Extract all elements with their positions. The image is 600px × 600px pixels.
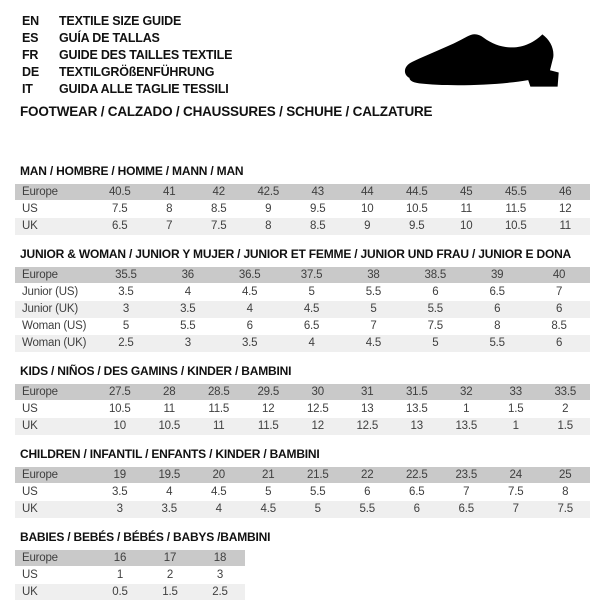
row-label: Europe [22,552,58,564]
language-code: EN [22,14,39,28]
table-row [15,301,590,318]
size-cell: 31.5 [405,386,428,398]
size-cell: 6.5 [458,503,474,515]
size-cell: 5.5 [365,286,382,298]
size-cell: 5.5 [310,486,326,498]
size-cell: 3.5 [112,486,128,498]
size-cell: 33 [509,386,522,398]
size-cell: 11 [460,203,473,215]
size-table [15,384,590,435]
size-cell: 5.5 [359,503,375,515]
table-row [15,384,590,401]
size-cell: 4.5 [365,337,382,349]
size-cell: 35.5 [115,269,137,281]
dress-shoe-icon [398,30,568,96]
language-label: GUIDE DES TAILLES TEXTILE [59,48,233,62]
size-cell: 19.5 [158,469,181,481]
row-label: Europe [22,186,58,198]
language-code: ES [22,31,39,45]
size-cell: 10.5 [504,220,527,232]
row-label: Europe [22,469,58,481]
size-cell: 10 [460,220,473,232]
size-cell: 21 [262,469,275,481]
table-row [15,584,245,600]
row-label: Europe [22,269,58,281]
size-cell: 19 [113,469,126,481]
size-cell: 8 [166,203,173,215]
table-title: JUNIOR & WOMAN / JUNIOR Y MUJER / JUNIOR ET FEMME / JUNIOR UND FRAU / JUNIOR E DONA [20,247,572,261]
size-cell: 11.5 [505,203,527,215]
size-cell: 6 [555,337,563,349]
size-cell: 5 [314,503,321,515]
size-cell: 2.5 [118,337,134,349]
size-cell: 42.5 [257,186,280,198]
language-row [22,47,232,64]
size-cell: 13.5 [405,403,428,415]
size-table-section [15,164,590,235]
size-cell: 7.5 [427,320,443,332]
size-cell: 4 [308,337,315,349]
size-cell: 3.5 [161,503,177,515]
size-cell: 5 [370,303,377,315]
tables [15,164,590,600]
size-cell: 45.5 [504,186,527,198]
size-cell: 10.5 [108,403,131,415]
size-cell: 22.5 [405,469,428,481]
size-cell: 22 [361,469,374,481]
row-label: US [22,203,38,215]
size-cell: 45 [460,186,473,198]
table-row [15,550,245,567]
size-cell: 43 [311,186,324,198]
size-cell: 13.5 [455,420,478,432]
size-cell: 7 [512,503,519,515]
size-cell: 6 [246,320,253,332]
size-cell: 39 [490,269,504,281]
size-cell: 4 [166,486,173,498]
size-cell: 4.5 [211,486,227,498]
size-cell: 6.5 [303,320,320,332]
size-cell: 3 [116,503,123,515]
size-cell: 6.5 [112,220,128,232]
size-cell: 28.5 [207,386,230,398]
language-row [22,81,232,98]
size-cell: 7.5 [112,203,128,215]
size-table [15,467,590,518]
size-cell: 12 [262,403,275,415]
size-cell: 4 [246,303,253,315]
size-cell: 1 [463,403,470,415]
size-table [15,184,590,235]
size-table-section [15,447,590,518]
table-row [15,284,590,301]
size-cell: 9 [364,220,371,232]
size-cell: 30 [311,386,324,398]
row-label: US [22,403,38,415]
size-cell: 38.5 [424,269,447,281]
table-title: KIDS / NIÑOS / DES GAMINS / KINDER / BAMBINI [20,364,292,378]
row-label: Junior (UK) [22,303,78,315]
size-cell: 5.5 [489,337,505,349]
size-cell: 5.5 [427,303,443,315]
table-row [15,201,590,218]
size-cell: 7 [463,486,470,498]
language-row [22,30,232,47]
table-row [15,318,590,335]
size-cell: 7.5 [508,486,524,498]
size-cell: 3 [184,337,191,349]
size-cell: 1.5 [508,403,524,415]
size-cell: 1.5 [162,586,178,598]
size-table [15,550,245,600]
size-cell: 4 [184,286,191,298]
size-cell: 6.5 [489,286,505,298]
table-row [15,467,590,484]
language-row [22,13,232,30]
row-label: US [22,486,38,498]
language-row [22,64,232,81]
size-cell: 42 [212,186,225,198]
size-cell: 41 [163,186,176,198]
size-cell: 12.5 [306,403,329,415]
size-cell: 2 [166,569,174,581]
size-cell: 11.5 [257,420,279,432]
table-row [15,184,590,201]
size-cell: 8 [562,486,569,498]
size-cell: 46 [559,186,572,198]
size-cell: 23.5 [455,469,478,481]
size-table-section [15,364,590,435]
size-cell: 33.5 [554,386,577,398]
size-cell: 31 [361,386,374,398]
row-label: US [22,569,38,581]
size-cell: 5 [265,486,272,498]
row-label: Woman (US) [22,320,87,332]
size-cell: 27.5 [108,386,131,398]
size-cell: 13 [361,403,374,415]
size-cell: 32 [460,386,473,398]
size-cell: 7 [370,320,377,332]
size-cell: 7.5 [211,220,227,232]
size-cell: 8.5 [211,203,227,215]
size-cell: 18 [213,552,227,564]
table-row [15,418,590,435]
size-cell: 28 [163,386,176,398]
size-cell: 0.5 [112,586,128,598]
size-cell: 6 [413,503,420,515]
row-label: Woman (UK) [22,337,87,349]
language-label: GUÍA DE TALLAS [59,31,160,45]
size-cell: 4.5 [303,303,320,315]
size-cell: 9.5 [310,203,326,215]
size-cell: 4 [215,503,222,515]
size-cell: 8 [494,320,501,332]
size-cell: 1 [116,569,124,581]
size-cell: 3.5 [118,286,134,298]
size-cell: 12 [311,420,324,432]
size-cell: 10 [113,420,126,432]
size-cell: 17 [163,552,177,564]
language-label: GUIDA ALLE TAGLIE TESSILI [59,82,229,96]
size-cell: 37.5 [300,269,323,281]
size-cell: 7 [166,220,173,232]
size-cell: 6.5 [409,486,425,498]
size-cell: 6 [432,286,439,298]
size-cell: 25 [559,469,572,481]
size-cell: 44 [361,186,374,198]
row-label: Europe [22,386,58,398]
size-cell: 3.5 [241,337,258,349]
table-title: CHILDREN / INFANTIL / ENFANTS / KINDER / BAMBINI [20,447,320,461]
size-cell: 29.5 [257,386,280,398]
size-cell: 20 [212,469,225,481]
size-cell: 2.5 [212,586,228,598]
row-label: UK [22,586,38,598]
size-table-section [15,247,590,352]
size-cell: 1 [512,420,519,432]
size-table-section [15,530,590,600]
language-label: TEXTILE SIZE GUIDE [59,14,182,28]
size-table [15,267,590,352]
size-cell: 36.5 [238,269,261,281]
table-title: MAN / HOMBRE / HOMME / MANN / MAN [20,164,244,178]
table-row [15,501,590,518]
size-cell: 2 [562,403,569,415]
size-cell: 11.5 [208,403,230,415]
size-cell: 4.5 [260,503,276,515]
size-cell: 5.5 [180,320,196,332]
size-cell: 5 [432,337,439,349]
row-label: UK [22,503,38,515]
table-row [15,335,590,352]
size-cell: 5 [308,286,315,298]
size-cell: 40.5 [108,186,131,198]
size-cell: 12 [559,203,572,215]
language-code: FR [22,48,39,62]
size-cell: 36 [181,269,195,281]
table-row [15,218,590,235]
size-cell: 11 [559,220,572,232]
size-cell: 4.5 [241,286,258,298]
size-cell: 3.5 [180,303,196,315]
size-cell: 8.5 [310,220,326,232]
size-cell: 10 [361,203,374,215]
language-code: DE [22,65,39,79]
size-cell: 11 [212,420,225,432]
size-cell: 6 [494,303,501,315]
size-cell: 12.5 [356,420,379,432]
table-row [15,267,590,284]
table-row [15,401,590,418]
size-cell: 44.5 [405,186,428,198]
size-cell: 5 [122,320,130,332]
size-cell: 3 [216,569,224,581]
size-cell: 24 [509,469,522,481]
table-row [15,567,245,584]
size-cell: 13 [410,420,423,432]
size-cell: 3 [122,303,130,315]
size-cell: 10.5 [405,203,428,215]
row-label: UK [22,420,38,432]
row-label: Junior (US) [22,286,78,298]
row-label: UK [22,220,38,232]
size-cell: 38 [367,269,380,281]
size-cell: 9.5 [409,220,425,232]
size-cell: 7 [555,286,563,298]
size-cell: 10.5 [158,420,181,432]
size-cell: 6 [364,486,371,498]
size-cell: 9 [265,203,272,215]
size-cell: 8.5 [551,320,567,332]
size-cell: 8 [265,220,272,232]
language-code: IT [22,82,33,96]
size-cell: 40 [552,269,566,281]
language-label: TEXTILGRÖßENFÜHRUNG [59,65,215,79]
category-title: FOOTWEAR / CALZADO / CHAUSSURES / SCHUHE / CALZATURE [20,104,433,119]
table-row [15,484,590,501]
size-cell: 1.5 [557,420,573,432]
language-list [22,13,232,98]
size-cell: 11 [163,403,176,415]
size-cell: 21.5 [306,469,329,481]
size-cell: 7.5 [557,503,573,515]
size-cell: 16 [113,552,127,564]
table-title: BABIES / BEBÉS / BÉBÉS / BABYS /BAMBINI [20,530,271,544]
size-cell: 6 [555,303,563,315]
